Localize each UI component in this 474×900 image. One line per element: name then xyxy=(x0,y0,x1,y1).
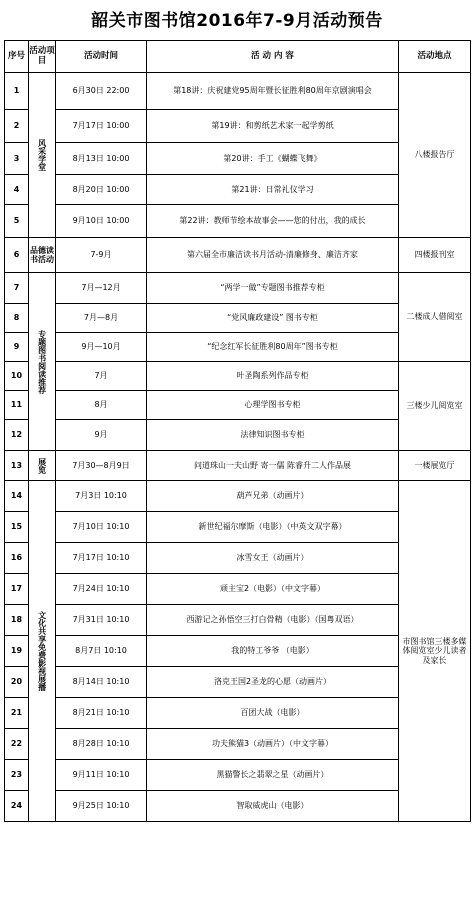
time-cell: 7月31日 10:10 xyxy=(56,605,147,636)
table-row xyxy=(5,273,471,304)
row-number: 22 xyxy=(5,729,29,760)
content-cell: 叶圣陶系列作品专柜 xyxy=(147,362,399,391)
time-cell: 9月—10月 xyxy=(56,333,147,362)
time-cell: 7月 xyxy=(56,362,147,391)
content-cell: 问道珠山一夫山野 寄一儒 陈睿升二人作品展 xyxy=(147,451,399,481)
table-row xyxy=(5,73,471,110)
row-number: 14 xyxy=(5,481,29,512)
header-no: 序号 xyxy=(5,41,29,73)
row-number: 24 xyxy=(5,791,29,822)
time-cell: 8月13日 10:00 xyxy=(56,143,147,175)
row-number: 15 xyxy=(5,512,29,543)
project-cell xyxy=(29,73,56,238)
project-label: 展览 xyxy=(37,457,47,474)
time-cell: 7月—8月 xyxy=(56,304,147,333)
time-cell: 7月17日 10:00 xyxy=(56,110,147,143)
content-cell: 第22讲：教师节绘本故事会——您的付出，我的成长 xyxy=(147,205,399,238)
time-cell: 8月14日 10:10 xyxy=(56,667,147,698)
content-cell: 洛克王国2圣龙的心愿（动画片） xyxy=(147,667,399,698)
time-cell: 8月20日 10:00 xyxy=(56,175,147,205)
time-cell: 9月 xyxy=(56,420,147,451)
page-title: 韶关市图书馆2016年7-9月活动预告 xyxy=(91,11,383,31)
content-cell: 第21讲：日常礼仪学习 xyxy=(147,175,399,205)
time-cell: 7月17日 10:10 xyxy=(56,543,147,574)
content-cell: 法律知识图书专柜 xyxy=(147,420,399,451)
time-cell: 8月7日 10:10 xyxy=(56,636,147,667)
row-number: 20 xyxy=(5,667,29,698)
content-cell: 百团大战（电影） xyxy=(147,698,399,729)
content-cell: 新世纪福尔摩斯（电影）（中英文双字幕） xyxy=(147,512,399,543)
content-cell: 第六届全市廉洁读书月活动-清廉修身、廉洁齐家 xyxy=(147,238,399,273)
table-row xyxy=(5,238,471,273)
time-cell: 7月24日 10:10 xyxy=(56,574,147,605)
content-cell: 第20讲：手工《蝴蝶飞舞》 xyxy=(147,143,399,175)
time-cell: 7月—12月 xyxy=(56,273,147,304)
row-number: 18 xyxy=(5,605,29,636)
time-cell: 7月30—8月9日 xyxy=(56,451,147,481)
location-cell: 二楼成人借阅室 xyxy=(399,273,471,362)
project-cell: 品德读书活动 xyxy=(29,238,56,273)
content-cell: “纪念红军长征胜利80周年”图书专柜 xyxy=(147,333,399,362)
row-number: 21 xyxy=(5,698,29,729)
location-cell: 一楼展览厅 xyxy=(399,451,471,481)
project-cell xyxy=(29,481,56,822)
location-cell: 八楼报告厅 xyxy=(399,73,471,238)
time-cell: 8月 xyxy=(56,391,147,420)
content-cell: 我的特工爷爷 （电影） xyxy=(147,636,399,667)
row-number: 8 xyxy=(5,304,29,333)
time-cell: 7-9月 xyxy=(56,238,147,273)
table-row xyxy=(5,451,471,481)
content-cell: 黑猫警长之翡翠之星（动画片） xyxy=(147,760,399,791)
row-number: 23 xyxy=(5,760,29,791)
content-cell: “党风廉政建设” 图书专柜 xyxy=(147,304,399,333)
location-cell: 市图书馆三楼多媒体阅览室少儿读者及家长 xyxy=(399,481,471,822)
content-cell: 冰雪女王（动画片） xyxy=(147,543,399,574)
location-cell: 三楼少儿阅览室 xyxy=(399,362,471,451)
project-label: 风采学堂 xyxy=(37,139,47,171)
time-cell: 7月10日 10:10 xyxy=(56,512,147,543)
time-cell: 8月21日 10:10 xyxy=(56,698,147,729)
content-cell: 功夫熊猫3（动画片）（中文字幕） xyxy=(147,729,399,760)
row-number: 3 xyxy=(5,143,29,175)
row-number: 17 xyxy=(5,574,29,605)
time-cell: 8月28日 10:10 xyxy=(56,729,147,760)
content-cell: “两学一做”专题图书推荐专柜 xyxy=(147,273,399,304)
row-number: 12 xyxy=(5,420,29,451)
content-cell: 第18讲：庆祝建党95周年暨长征胜利80周年京剧演唱会 xyxy=(147,73,399,110)
table-row xyxy=(5,481,471,512)
time-cell: 7月3日 10:10 xyxy=(56,481,147,512)
header-content: 活 动 内 容 xyxy=(147,41,399,73)
row-number: 4 xyxy=(5,175,29,205)
content-cell: 西游记之孙悟空三打白骨精（电影）（国粤双语） xyxy=(147,605,399,636)
row-number: 5 xyxy=(5,205,29,238)
time-cell: 9月10日 10:00 xyxy=(56,205,147,238)
content-cell: 葫芦兄弟（动画片） xyxy=(147,481,399,512)
content-cell: 第19讲：和剪纸艺术家一起学剪纸 xyxy=(147,110,399,143)
row-number: 6 xyxy=(5,238,29,273)
header-time: 活动时间 xyxy=(56,41,147,73)
project-cell xyxy=(29,451,56,481)
content-cell: 顽主宝2（电影）（中文字幕） xyxy=(147,574,399,605)
header-project: 活动项目 xyxy=(29,41,56,73)
content-cell: 智取威虎山（电影） xyxy=(147,791,399,822)
row-number: 10 xyxy=(5,362,29,391)
row-number: 1 xyxy=(5,73,29,110)
content-cell: 心理学图书专柜 xyxy=(147,391,399,420)
table-header-row xyxy=(5,41,471,73)
project-cell xyxy=(29,273,56,451)
row-number: 9 xyxy=(5,333,29,362)
time-cell: 9月11日 10:10 xyxy=(56,760,147,791)
row-number: 19 xyxy=(5,636,29,667)
row-number: 2 xyxy=(5,110,29,143)
row-number: 11 xyxy=(5,391,29,420)
location-cell: 四楼报刊室 xyxy=(399,238,471,273)
time-cell: 6月30日 22:00 xyxy=(56,73,147,110)
table-row xyxy=(5,362,471,391)
header-location: 活动地点 xyxy=(399,41,471,73)
project-label: 文化共享免费影视展播 xyxy=(37,611,47,691)
row-number: 7 xyxy=(5,273,29,304)
row-number: 13 xyxy=(5,451,29,481)
row-number: 16 xyxy=(5,543,29,574)
time-cell: 9月25日 10:10 xyxy=(56,791,147,822)
activity-table xyxy=(4,40,471,822)
project-label: 专题图书阅读推荐 xyxy=(37,329,47,394)
